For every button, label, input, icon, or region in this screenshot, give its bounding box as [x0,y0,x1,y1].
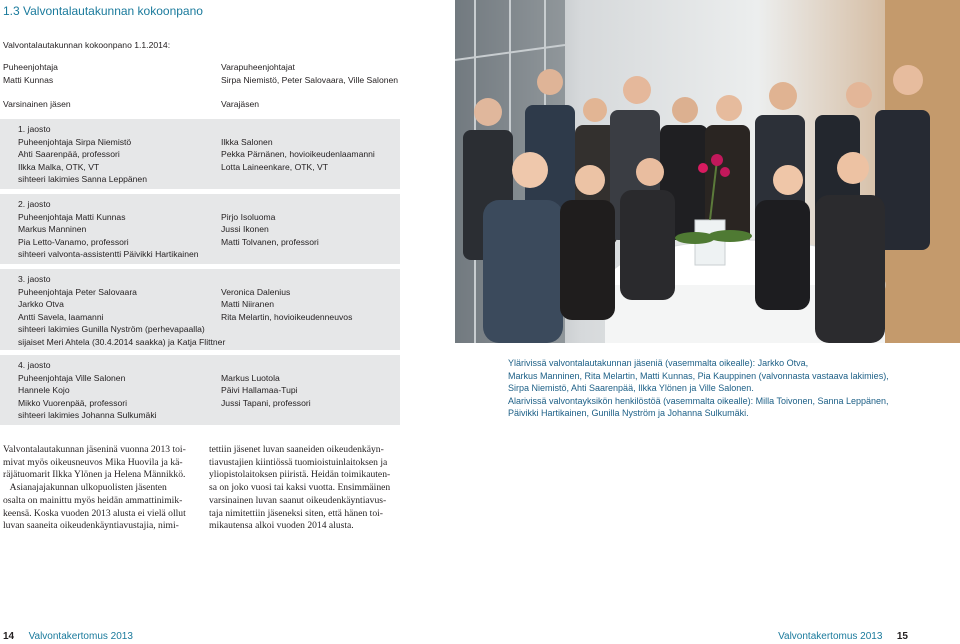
body-1-line: keensä. Koska vuoden 2013 alusta ei vielä ollut [3,507,186,519]
section-1-left-4: sihteeri lakimies Sanna Leppänen [18,174,147,185]
section-4-right-1: Markus Luotola [221,372,280,383]
body-2-line: taja nimitettiin jäseneksi siten, että hänen toi- [209,507,383,519]
footer-title-right: Valvontakertomus 2013 [778,631,883,642]
vice-chair-label: Varapuheenjohtajat [221,62,295,72]
footer-left [3,626,133,644]
section-title-2: 2. jaosto [18,199,51,209]
section-4-left-4: sihteeri lakimies Johanna Sulkumäki [18,410,157,421]
vice-chair-names: Sirpa Niemistö, Peter Salovaara, Ville Salonen [221,74,399,85]
section-1-right-1: Ilkka Salonen [221,136,273,147]
section-title-3: 3. jaosto [18,274,51,284]
body-2-line: mikautensa alkoi vuoden 2014 alusta. [209,520,354,532]
section-4-right-2: Päivi Hallamaa-Tupi [221,385,298,396]
page-number-left: 14 [3,631,15,642]
section-1-left-3: Ilkka Malka, OTK, VT [18,161,100,172]
section-1-right-3: Lotta Laineenkare, OTK, VT [221,161,329,172]
body-1-line: mivat myös oikeusneuvos Mika Huovila ja kä- [3,456,183,468]
section-block-2 [0,194,400,264]
body-1-line: luvan saaneita oikeudenkäyntiavustajia, nimi- [3,520,179,532]
section-4-right-3: Jussi Tapani, professori [221,397,311,408]
section-2-left-1: Puheenjohtaja Matti Kunnas [18,211,126,222]
section-block-4 [0,355,400,425]
body-1-line: Asianajajakunnan ulkopuolisten jäsenten [3,482,167,494]
section-3-left-3: Antti Savela, laamanni [18,311,104,322]
section-4-left-1: Puheenjohtaja Ville Salonen [18,372,126,383]
group-photo [455,0,960,343]
vice-chair-block [221,61,398,86]
body-2-line: yliopistolaitoksen piiristä. Heidän toimikauten- [209,469,391,481]
section-2-left-3: Pia Letto-Vanamo, professori [18,236,129,247]
body-1-line: osalta on mainittu myös heidän ammattinimik- [3,494,183,506]
body-column-1 [3,444,195,533]
intro-text: Valvontalautakunnan kokoonpano 1.1.2014: [3,40,171,50]
section-2-right-3: Matti Tolvanen, professori [221,236,319,247]
section-1-left-2: Ahti Saarenpää, professori [18,149,120,160]
caption-line: Markus Manninen, Rita Melartin, Matti Kunnas, Pia Kauppinen (valvonnasta vastaava lakimies), [508,370,889,381]
body-1-line: räjätuomarit Ilkka Ylönen ja Helena Männikkö. [3,469,186,481]
page-number-right: 15 [896,631,908,642]
section-2-left-2: Markus Manninen [18,224,87,235]
body-2-line: sa on joko vuosi tai kaksi vuotta. Ensimmäinen [209,482,391,494]
section-3-left-4: sihteeri lakimies Gunilla Nyström (perhevapaalla) [18,324,205,335]
caption-line: Sirpa Niemistö, Ahti Saarenpää, Ilkka Ylönen ja Ville Salonen. [508,383,754,393]
section-3-left-1: Puheenjohtaja Peter Salovaara [18,286,137,297]
section-3-left-2: Jarkko Otva [18,299,64,310]
body-2-line: varsinainen luvan saanut oikeudenkäyntiavus- [209,494,387,506]
chair-label: Puheenjohtaja [3,62,58,72]
regular-member-label: Varsinainen jäsen [3,99,71,109]
section-block-3 [0,269,400,350]
footer-title-left: Valvontakertomus 2013 [28,631,133,642]
section-4-left-3: Mikko Vuorenpää, professori [18,397,128,408]
section-3-right-1: Veronica Dalenius [221,286,291,297]
chair-name: Matti Kunnas [3,74,54,85]
body-2-line: tiavustajien kiintiössä tuomioistuinlaitoksen ja [209,456,388,468]
group-photo-illustration [455,0,960,343]
section-block-1 [0,119,400,189]
body-1-line: Valvontalautakunnan jäseninä vuonna 2013 toi- [3,444,186,455]
section-2-right-2: Jussi Ikonen [221,224,269,235]
footer-right [778,626,908,644]
deputy-member-label: Varajäsen [221,99,260,109]
section-3-right-3: Rita Melartin, hovioikeudenneuvos [221,311,353,322]
chair-block [3,61,58,86]
section-4-left-2: Hannele Kojo [18,385,70,396]
body-2-line: tettiin jäsenet luvan saaneiden oikeudenkäyn- [209,444,384,455]
section-2-left-4: sihteeri valvonta-assistentti Päivikki Hartikainen [18,249,199,260]
section-3-left-5: sijaiset Meri Ahtela (30.4.2014 saakka) ja Katja Flittner [18,336,226,347]
body-column-2 [209,444,403,533]
section-2-right-1: Pirjo Isoluoma [221,211,276,222]
caption-line: Ylärivissä valvontalautakunnan jäseniä (vasemmalta oikealle): Jarkko Otva, [508,358,809,368]
section-title-4: 4. jaosto [18,360,51,370]
section-1-left-1: Puheenjohtaja Sirpa Niemistö [18,136,132,147]
section-3-right-2: Matti Niiranen [221,299,275,310]
caption-line: Alarivissä valvontayksikön henkilöstöä (vasemmalta oikealle): Milla Toivonen, Sanna Leppänen, [508,395,889,406]
section-title: 1.3 Valvontalautakunnan kokoonpano [3,4,203,18]
section-1-right-2: Pekka Pärnänen, hovioikeudenlaamanni [221,149,375,160]
section-title-1: 1. jaosto [18,124,51,134]
caption-line: Päivikki Hartikainen, Gunilla Nyström ja Johanna Sulkumäki. [508,408,749,418]
photo-caption [508,357,953,420]
